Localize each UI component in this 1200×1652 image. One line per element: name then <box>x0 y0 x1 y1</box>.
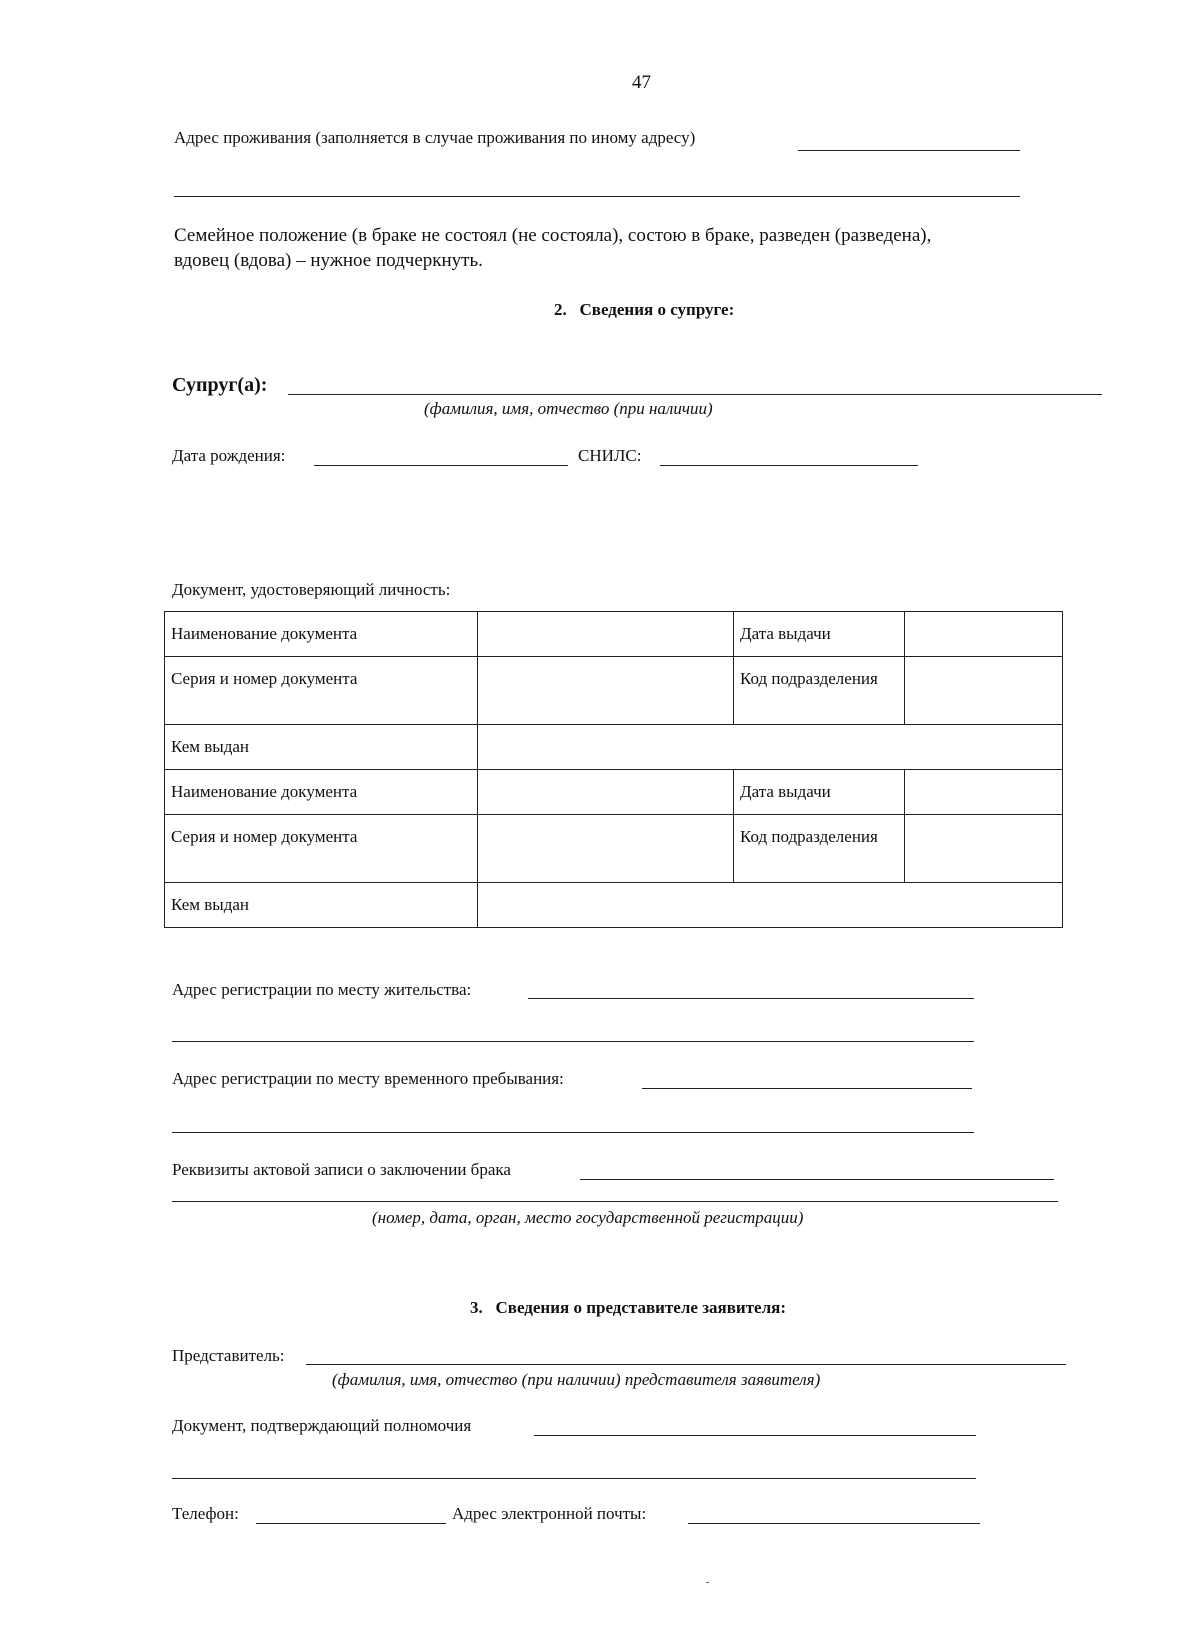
table-row <box>165 657 1063 725</box>
doc-name-label-1: Наименование документа <box>165 612 478 657</box>
series-number-label-1: Серия и номер документа <box>165 657 478 725</box>
snils-field[interactable] <box>660 465 918 466</box>
division-code-label-2: Код подразделения <box>734 815 905 883</box>
issue-date-cell-1[interactable] <box>905 612 1063 657</box>
authority-document-label: Документ, подтверждающий полномочия <box>172 1416 472 1435</box>
temp-address-label: Адрес регистрации по месту временного пребывания: <box>172 1069 564 1088</box>
identity-document-table <box>164 611 1063 928</box>
phone-field[interactable] <box>256 1523 446 1524</box>
email-label: Адрес электронной почты: <box>452 1504 647 1523</box>
email-field[interactable] <box>688 1523 980 1524</box>
series-number-cell-1[interactable] <box>478 657 734 725</box>
reg-address-label: Адрес регистрации по месту жительства: <box>172 980 472 999</box>
id-document-label: Документ, удостоверяющий личность: <box>172 580 451 599</box>
doc-name-cell-1[interactable] <box>478 612 734 657</box>
reg-address-field[interactable] <box>528 998 974 999</box>
table-row <box>165 725 1063 770</box>
section-3-title: 3. Сведения о представителе заявителя: <box>470 1298 786 1317</box>
reg-address-field-line2[interactable] <box>172 1041 974 1042</box>
doc-name-label-2: Наименование документа <box>165 770 478 815</box>
table-row <box>165 770 1063 815</box>
marriage-record-label: Реквизиты актовой записи о заключении брака <box>172 1160 511 1179</box>
marriage-record-field-line2[interactable] <box>172 1201 1058 1202</box>
residence-address-label: Адрес проживания (заполняется в случае проживания по иному адресу) <box>174 128 696 147</box>
page-number: 47 <box>632 72 651 93</box>
birth-date-label: Дата рождения: <box>172 446 286 465</box>
temp-address-field-line2[interactable] <box>172 1132 974 1133</box>
division-code-cell-1[interactable] <box>905 657 1063 725</box>
authority-document-field-line2[interactable] <box>172 1478 976 1479</box>
temp-address-field[interactable] <box>642 1088 972 1089</box>
table-row <box>165 612 1063 657</box>
representative-label: Представитель: <box>172 1346 285 1365</box>
marital-status-line2: вдовец (вдова) – нужное подчеркнуть. <box>174 250 483 271</box>
series-number-cell-2[interactable] <box>478 815 734 883</box>
section-2-title: 2. Сведения о супруге: <box>554 300 735 319</box>
snils-label: СНИЛС: <box>578 446 642 465</box>
table-row <box>165 883 1063 928</box>
issue-date-label-2: Дата выдачи <box>734 770 905 815</box>
issued-by-label-1: Кем выдан <box>165 725 478 770</box>
spouse-name-hint: (фамилия, имя, отчество (при наличии) <box>424 399 713 418</box>
birth-date-field[interactable] <box>314 465 568 466</box>
representative-field[interactable] <box>306 1364 1066 1365</box>
issued-by-label-2: Кем выдан <box>165 883 478 928</box>
doc-name-cell-2[interactable] <box>478 770 734 815</box>
authority-document-field[interactable] <box>534 1435 976 1436</box>
marriage-record-field[interactable] <box>580 1179 1054 1180</box>
residence-address-field-line2[interactable] <box>174 196 1020 197</box>
series-number-label-2: Серия и номер документа <box>165 815 478 883</box>
division-code-label-1: Код подразделения <box>734 657 905 725</box>
representative-hint: (фамилия, имя, отчество (при наличии) представителя заявителя) <box>332 1370 821 1389</box>
residence-address-field[interactable] <box>798 150 1020 151</box>
phone-label: Телефон: <box>172 1504 239 1523</box>
issue-date-cell-2[interactable] <box>905 770 1063 815</box>
scan-speck <box>706 1582 709 1583</box>
issue-date-label-1: Дата выдачи <box>734 612 905 657</box>
issued-by-cell-2[interactable] <box>478 883 1063 928</box>
issued-by-cell-1[interactable] <box>478 725 1063 770</box>
spouse-name-field[interactable] <box>288 394 1102 395</box>
marital-status-line1: Семейное положение (в браке не состоял (не состояла), состою в браке, разведен (разведена), <box>174 225 932 246</box>
marriage-record-hint: (номер, дата, орган, место государственной регистрации) <box>372 1208 804 1227</box>
table-row <box>165 815 1063 883</box>
spouse-label: Супруг(а): <box>172 374 268 396</box>
division-code-cell-2[interactable] <box>905 815 1063 883</box>
